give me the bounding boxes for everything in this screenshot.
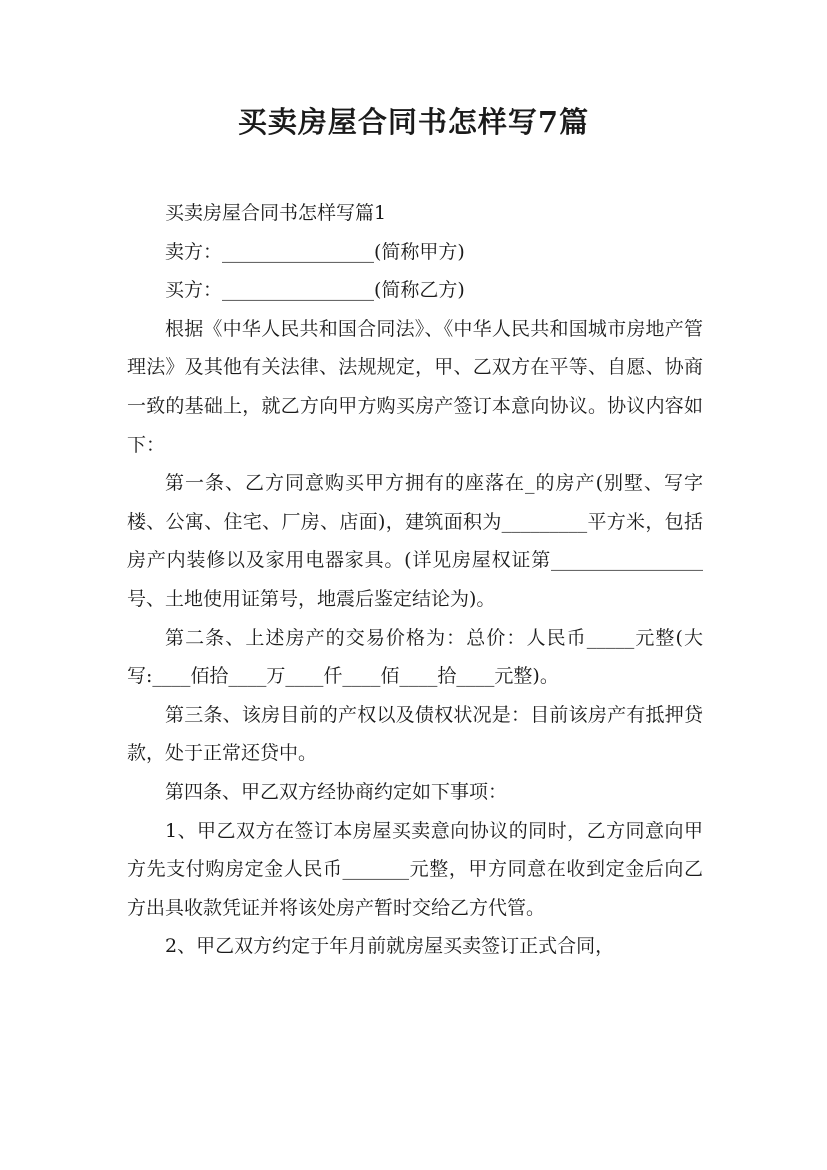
seller-line: 卖方：________________(简称甲方) — [165, 240, 465, 263]
document-body — [127, 194, 703, 966]
paragraph-preamble: 根据《中华人民共和国合同法》、《中华人民共和国城市房地产管理法》及其他有关法律、法规规定，甲、乙双方在平等、自愿、协商一致的基础上，就乙方向甲方购买房产签订本意向协议。协议内容如下： — [127, 317, 703, 456]
document-title: 买卖房屋合同书怎样写7篇 — [237, 105, 590, 139]
buyer-line: 买方：________________(简称乙方) — [165, 279, 465, 302]
paragraph-article-2: 第二条、上述房产的交易价格为：总价：人民币_____元整(大写:____佰拾____万____仟____佰____拾____元整)。 — [127, 626, 703, 688]
paragraph-item-1: 1、甲乙双方在签订本房屋买卖意向协议的同时，乙方同意向甲方先支付购房定金人民币_______元整，甲方同意在收到定金后向乙方出具收款凭证并将该处房产暂时交给乙方代管。 — [127, 819, 703, 919]
paragraph-article-4: 第四条、甲乙双方经协商约定如下事项： — [165, 780, 508, 803]
paragraph-article-3: 第三条、该房目前的产权以及债权状况是：目前该房产有抵押贷款，处于正常还贷中。 — [127, 703, 703, 765]
paragraph-article-1: 第一条、乙方同意购买甲方拥有的座落在_的房产(别墅、写字楼、公寓、住宅、厂房、店面)，建筑面积为_________平方米，包括房产内装修以及家用电器家具。(详见房屋权证第________________号、土地使用证第号，地震后鉴定结论为)。 — [127, 472, 703, 610]
paragraph-item-2: 2、甲乙双方约定于年月前就房屋买卖签订正式合同， — [165, 935, 615, 958]
section-heading: 买卖房屋合同书怎样写篇1 — [165, 202, 387, 224]
